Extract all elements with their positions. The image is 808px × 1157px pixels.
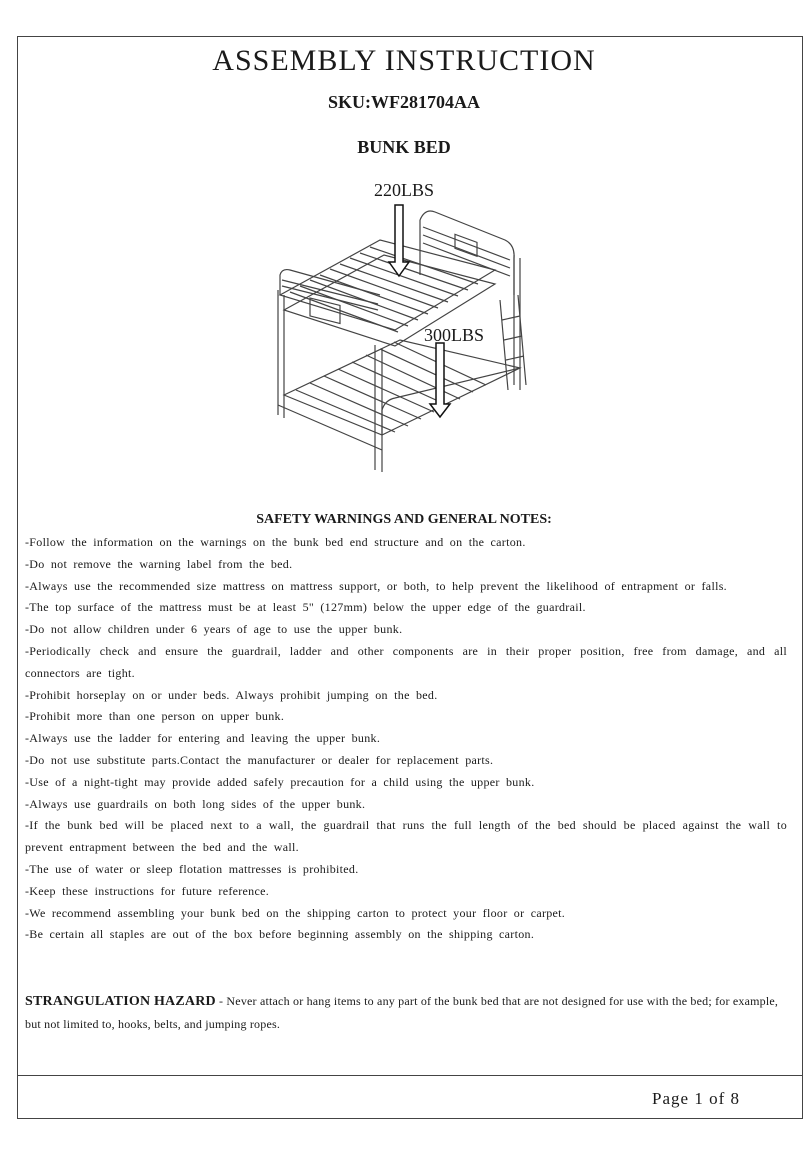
safety-note: -Use of a night-tight may provide added safely precaution for a child using the upper bunk. [25, 774, 535, 789]
safety-note: -Follow the information on the warnings on the bunk bed end structure and on the carton. [25, 535, 526, 549]
hazard-title: STRANGULATION HAZARD [25, 994, 216, 1009]
upper-load-label: 220LBS [374, 180, 435, 200]
strangulation-hazard [25, 990, 787, 1035]
safety-note: -Keep these instructions for future reference. [25, 883, 270, 898]
safety-note: -We recommend assembling your bunk bed on the shipping carton to protect your floor or carpet. [25, 905, 566, 920]
safety-note: -Always use the recommended size mattress on mattress support, or both, to help prevent the likelihood of entrapment or falls. [25, 578, 727, 593]
safety-heading: SAFETY WARNINGS AND GENERAL NOTES: [256, 512, 552, 527]
safety-note: -Prohibit more than one person on upper bunk. [25, 709, 285, 724]
safety-note: -The top surface of the mattress must be at least 5" (127mm) below the upper edge of the guardrail. [25, 600, 586, 615]
product-name: BUNK BED [357, 137, 451, 157]
safety-note: -Do not allow children under 6 years of age to use the upper bunk. [25, 622, 403, 637]
safety-note: -Do not remove the warning label from the bed. [25, 556, 293, 571]
sku-label: SKU:WF281704AA [328, 92, 480, 112]
safety-note: -If the bunk bed will be placed next to a wall, the guardrail that runs the full length of the bed should be placed against the wall to prevent entrapment between the bed and the wall. [25, 818, 787, 855]
safety-notes-list [25, 532, 787, 946]
lower-bunk [278, 340, 520, 450]
document-title: ASSEMBLY INSTRUCTION [212, 44, 596, 77]
safety-note: -Prohibit horseplay on or under beds. Always prohibit jumping on the bed. [25, 687, 438, 702]
safety-note: -Be certain all staples are out of the box before beginning assembly on the shipping carton. [25, 927, 535, 942]
footer-divider [17, 1075, 803, 1076]
safety-note: -Always use guardrails on both long sides of the upper bunk. [25, 796, 366, 811]
page-number: Page 1 of 8 [652, 1089, 740, 1108]
lower-load-label: 300LBS [424, 325, 485, 345]
safety-note: -Periodically check and ensure the guardrail, ladder and other components are in their proper position, free from damage, and all connectors are tight. [25, 643, 787, 680]
safety-note: -The use of water or sleep flotation mattresses is prohibited. [25, 861, 359, 876]
hazard-text: - Never attach or hang items to any part of the bunk bed that are not designed for use with the bed; for example, but not limited to, hooks, belts, and jumping ropes. [25, 994, 779, 1031]
safety-note: -Do not use substitute parts.Contact the manufacturer or dealer for replacement parts. [25, 752, 494, 767]
bunk-bed-illustration [270, 200, 540, 480]
upper-load-arrow [389, 205, 409, 276]
safety-note: -Always use the ladder for entering and leaving the upper bunk. [25, 731, 381, 746]
